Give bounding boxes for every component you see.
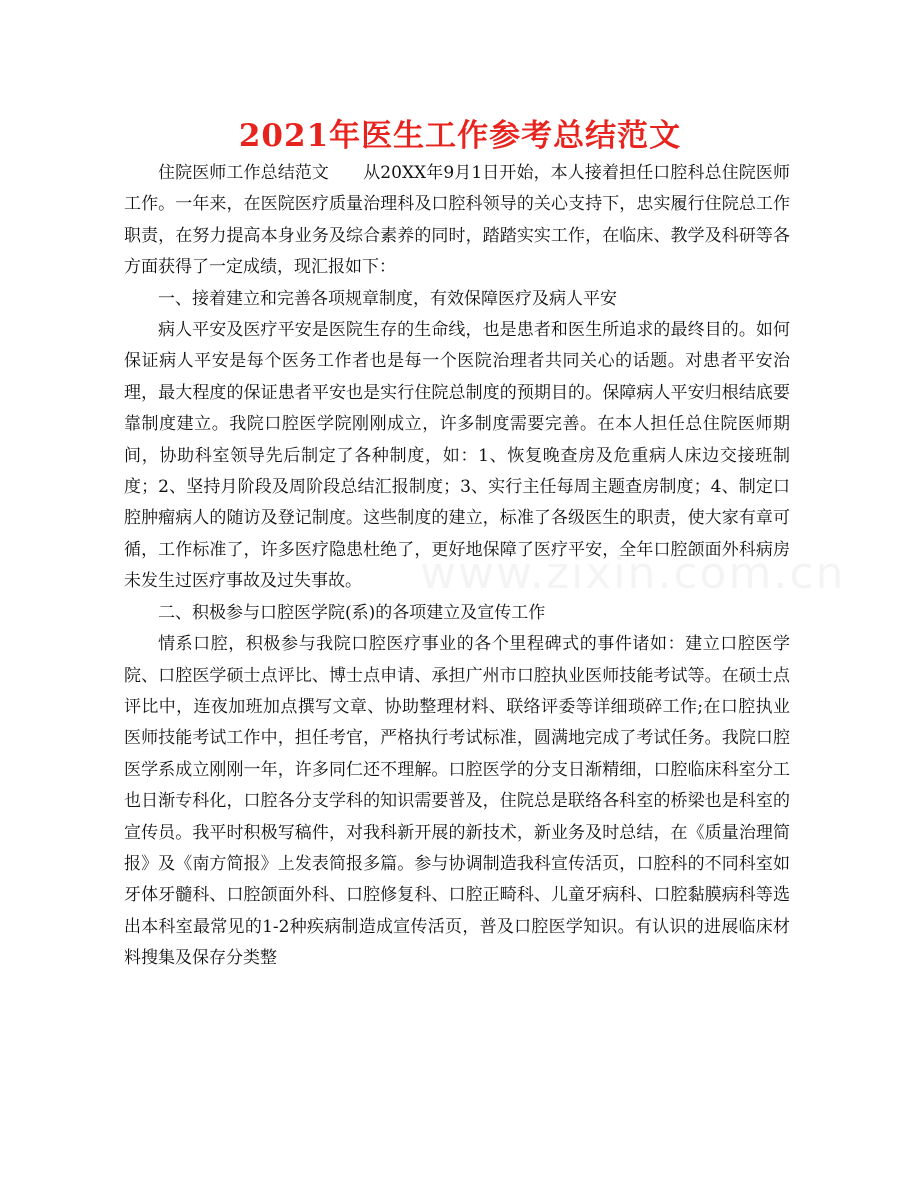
- paragraph-section-1: 病人平安及医疗平安是医院生存的生命线，也是患者和医生所追求的最终目的。如何保证病人平安是每个医务工作者也是每一个医院治理者共同关心的话题。对患者平安治理，最大程度的保证患者平安也是实行住院总制度的预期目的。保障病人平安归根结底要靠制度建立。我院口腔医学院刚刚成立，许多制度需要完善。在本人担任总住院医师期间，协助科室领导先后制定了各种制度，如：1、恢复晚查房及危重病人床边交接班制度；2、坚持月阶段及周阶段总结汇报制度；3、实行主任每周主题查房制度；4、制定口腔肿瘤病人的随访及登记制度。这些制度的建立，标准了各级医生的职责，使大家有章可循，工作标准了，许多医疗隐患杜绝了，更好地保障了医疗平安，全年口腔颌面外科病房未发生过医疗事故及过失事故。: [124, 320, 790, 592]
- paragraph-section-2: 情系口腔，积极参与我院口腔医疗事业的各个里程碑式的事件诸如：建立口腔医学院、口腔医学硕士点评比、博士点申请、承担广州市口腔执业医师技能考试等。在硕士点评比中，连夜加班加点撰写文章、协助整理材料、联络评委等详细琐碎工作;在口腔执业医师技能考试工作中，担任考官，严格执行考试标准，圆满地完成了考试任务。我院口腔医学系成立刚刚一年，许多同仁还不理解。口腔医学的分支日渐精细，口腔临床科室分工也日渐专科化，口腔各分支学科的知识需要普及，住院总是联络各科室的桥梁也是科室的宣传员。我平时积极写稿件，对我科新开展的新技术，新业务及时总结，在《质量治理简报》及《南方简报》上发表简报多篇。参与协调制造我科宣传活页，口腔科的不同科室如牙体牙髓科、口腔颌面外科、口腔修复科、口腔正畸科、儿童牙病科、口腔黏膜病科等选出本科室最常见的1-2种疾病制造成宣传活页，普及口腔医学知识。有认识的进展临床材料搜集及保存分类整: [124, 634, 790, 969]
- section-heading-1: 一、接着建立和完善各项规章制度，有效保障医疗及病人平安: [158, 288, 617, 309]
- section-heading-2: 二、积极参与口腔医学院(系)的各项建立及宣传工作: [158, 602, 546, 623]
- document-title: 2021年医生工作参考总结范文: [238, 118, 682, 154]
- paragraph-intro: 住院医师工作总结范文 从20XX年9月1日开始，本人接着担任口腔科总住院医师工作。一年来，在医院医疗质量治理科及口腔科领导的关心支持下，忠实履行住院总工作职责，在努力提高本身业务及综合素养的同时，踏踏实实工作，在临床、教学及科研等各方面获得了一定成绩，现汇报如下：: [124, 163, 790, 278]
- document-body: [124, 158, 790, 975]
